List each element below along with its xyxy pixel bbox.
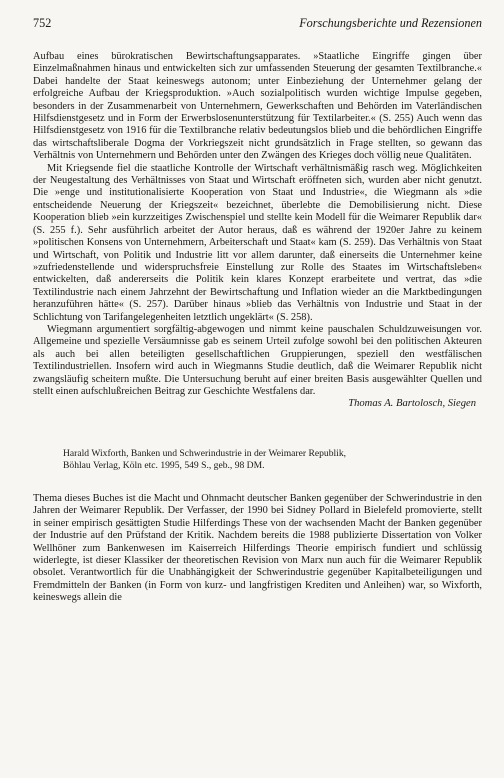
review-1-paragraph-3: Wiegmann argumentiert sorgfältig-abgewogen und nimmt keine pauschalen Schuldzuweisungen vor. Allgemeine und spezielle Versäumnisse gab es seinem Urteil zufolge sowohl bei den politischen Akteuren als auch bei allen beteiligten gesellschaftlichen Gruppierungen, speziell den westfälischen Textilindustriellen. Insofern wird auch in Wiegmanns Studie deutlich, daß die Weimarer Republik nicht zwangsläufig scheitern mußte. Die Untersuchung beruht auf einer breiten Basis ausgewählter Quellen und stellt einen aufschlußreichen Beitrag zur Geschichte Westfalens dar. — [33, 323, 482, 397]
review-1-paragraph-1: Aufbau eines bürokratischen Bewirtschaftungsapparates. »Staatliche Eingriffe gingen über Einzelmaßnahmen hinaus und entwickelten sich zur umfassenden Steuerung der gesamten Textilbranche.« Dabei handelte der Staat keineswegs autonom; unter Einbeziehung der Unternehmer gelang der erfolgreiche Aufbau der Kriegsproduktion. »Auch sozialpolitisch wurden wichtige Impulse gegeben, besonders in der Zusammenarbeit von Unternehmern, Gewerkschaften und Behörden im Vaterländischen Hilfsdienstgesetz und in Form der Erwerbslosenunterstützung für Textilarbeiter.« (S. 255) Auch wenn das Hilfsdienstgesetz von 1916 für die Textilbranche relativ bedeutungslos blieb und die behördlichen Eingriffe das wirtschaftsliberale Dogma der Vorkriegszeit nicht grundsätzlich in Frage stellten, so gewann das Verhältnis von Unternehmern und Behörden unter den Zwängen des Krieges doch völlig neue Qualitäten. — [33, 51, 482, 162]
page-number: 752 — [33, 16, 52, 30]
bibliography-line-2: Böhlau Verlag, Köln etc. 1995, 549 S., geb., 98 DM. — [63, 459, 265, 471]
review-1-body — [33, 51, 482, 398]
page-header — [33, 16, 482, 31]
review-2-body — [33, 493, 482, 605]
review-1-paragraph-2: Mit Kriegsende fiel die staatliche Kontrolle der Wirtschaft verhältnismäßig rasch weg. Möglichkeiten der Neugestaltung des Verhältnisses von Staat und Wirtschaft eröffneten sich, wurden aber nicht genutzt. Die »enge und institutionalisierte Kooperation von Staat und Industrie«, die Wiegmann als »die entscheidende Neuerung der Kriegszeit« bezeichnet, überlebte die Demobilisierung nicht. Diese Kooperation blieb »ein kurzzeitiges Zwischenspiel und stellte kein Modell für die Weimarer Republik dar« (S. 255 f.). Sehr ausführlich arbeitet der Autor heraus, daß es während der 1920er Jahre zu keinem »politischen Konsens von Unternehmern, Arbeiterschaft und Staat« kam (S. 259). Das Verhältnis von Staat und Wirtschaft, von Politik und Industrie litt vor allem darunter, daß einerseits die Unternehmer keine »zufriedenstellende und widerspruchsfreie Einstellung zur Rolle des Staates im Wirtschaftsleben« entwickelten, daß andererseits die Politik kein klares Konzept erarbeitete und vertrat, das »die Textilindustrie nach einem Jahrzehnt der Bewirtschaftung und Inflation wieder an die Marktbedingungen heranzuführen hätte« (S. 257). Darüber hinaus »blieb das Verhältnis von Industrie und Staat in der Schlichtung von Tarifangelegenheiten letztlich ungeklärt« (S. 258). — [33, 162, 482, 323]
bibliography-entry — [63, 448, 482, 472]
running-title: Forschungsberichte und Rezensionen — [299, 16, 482, 30]
reviewer-signature: Thomas A. Bartolosch, Siegen — [348, 398, 476, 410]
review-2-paragraph-1: Thema dieses Buches ist die Macht und Ohnmacht deutscher Banken gegenüber der Schwerindustrie in den Jahren der Weimarer Republik. Der Verfasser, der 1990 bei Sidney Pollard in Bielefeld promovierte, stellt in seiner empirisch gesättigten Studie Hilferdings These von der wachsenden Macht der Banken gegenüber der Industrie auf den Prüfstand der Kritik. Nachdem bereits die 1988 publizierte Dissertation von Volker Wellhöner zum Bankenwesen im Kaiserreich Hilferdings Theorie empirisch fundiert und schlüssig widerlegte, ist dieser Klassiker der theoretischen Revision von Marx nun auch für die Weimarer Republik obsolet. Verantwortlich für die Unabhängigkeit der Schwerindustrie gegenüber Kapitalbeteiligungen und Fremdmitteln der Banken (in Form von kurz- und langfristigen Krediten und Anleihen) war, so Wixforth, keineswegs allein die — [33, 492, 482, 604]
bibliography-line-1: Harald Wixforth, Banken und Schwerindustrie in der Weimarer Republik, — [63, 447, 347, 459]
